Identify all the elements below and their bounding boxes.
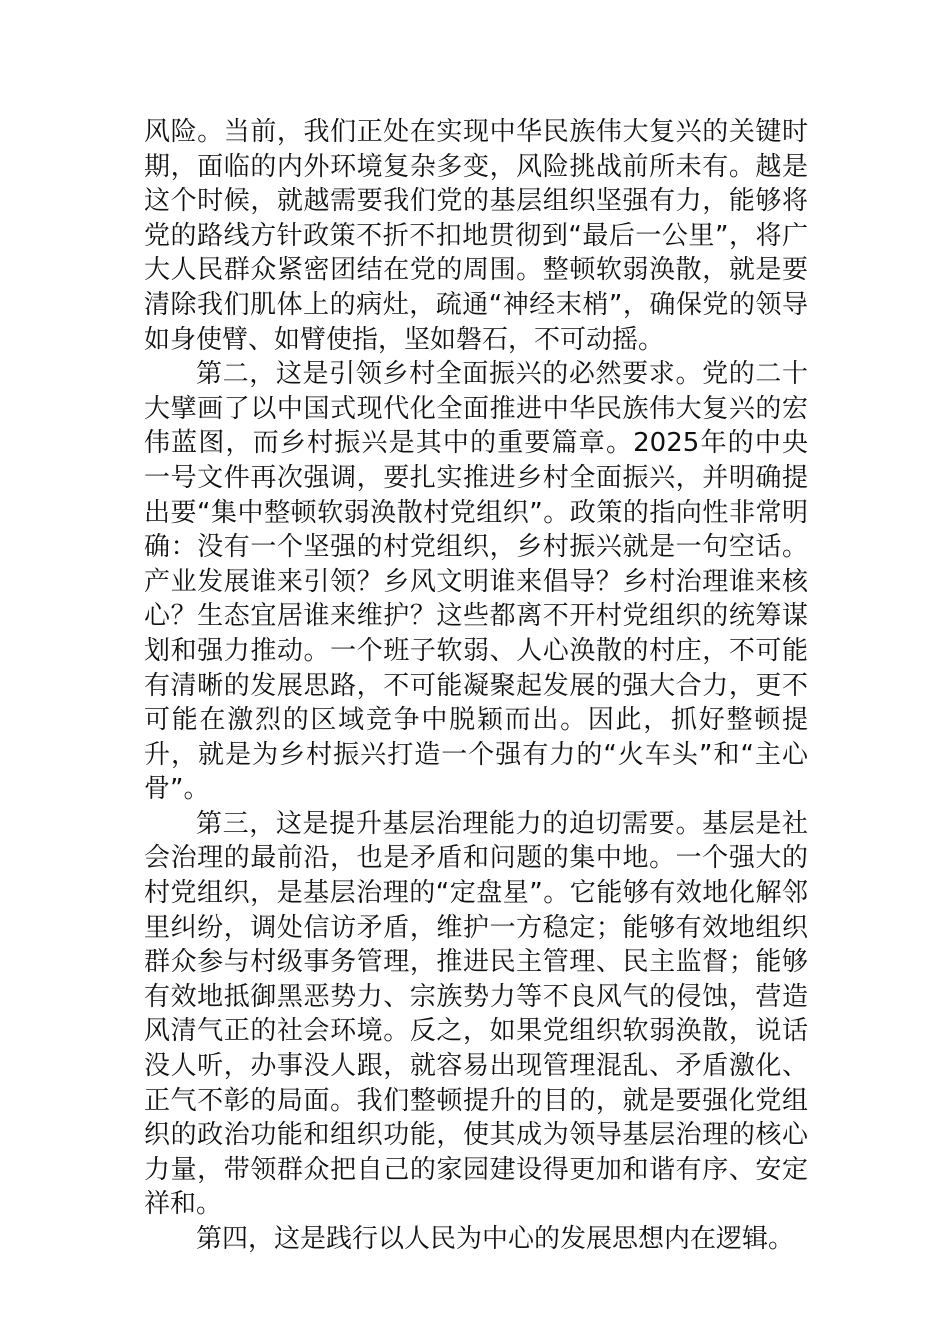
paragraph-second-rural-revitalization: 第二，这是引领乡村全面振兴的必然要求。党的二十大擘画了以中国式现代化全面推进中华民族伟大复兴的宏伟蓝图，而乡村振兴是其中的重要篇章。2025年的中央一号文件再次强调，要扎实推进乡村全面振兴，并明确提出要“集中整顿软弱涣散村党组织”。政策的指向性非常明确：没有一个坚强的村党组织，乡村振兴就是一句空话。产业发展谁来引领？乡风文明谁来倡导？乡村治理谁来核心？生态宜居谁来维护？这些都离不开村党组织的统筹谋划和强力推动。一个班子软弱、人心涣散的村庄，不可能有清晰的发展思路，不可能凝聚起发展的强大合力，更不可能在激烈的区域竞争中脱颖而出。因此，抓好整顿提升，就是为乡村振兴打造一个强有力的“火车头”和“主心骨”。 xyxy=(144,359,808,805)
paragraph-risk: 风险。当前，我们正处在实现中华民族伟大复兴的关键时期，面临的内外环境复杂多变，风险挑战前所未有。越是这个时候，就越需要我们党的基层组织坚强有力，能够将党的路线方针政策不折不扣地贯彻到“最后一公里”，将广大人民群众紧密团结在党的周围。整顿软弱涣散，就是要清除我们肌体上的病灶，疏通“神经末梢”，确保党的领导如身使臂、如臂使指，坚如磐石，不可动摇。 xyxy=(144,117,808,355)
paragraph-fourth-people-centered: 第四，这是践行以人民为中心的发展思想内在逻辑。 xyxy=(196,1224,795,1254)
paragraph-third-grassroots-governance: 第三，这是提升基层治理能力的迫切需要。基层是社会治理的最前沿，也是矛盾和问题的集中地。一个强大的村党组织，是基层治理的“定盘星”。它能够有效地化解邻里纠纷，调处信访矛盾，维护一方稳定；能够有效地组织群众参与村级事务管理，推进民主管理、民主监督；能够有效地抵御黑恶势力、宗族势力等不良风气的侵蚀，营造风清气正的社会环境。反之，如果党组织软弱涣散，说话没人听，办事没人跟，就容易出现管理混乱、矛盾激化、正气不彰的局面。我们整顿提升的目的，就是要强化党组织的政治功能和组织功能，使其成为领导基层治理的核心力量，带领群众把自己的家园建设得更加和谐有序、安定祥和。 xyxy=(144,808,808,1220)
body-text xyxy=(144,115,808,1257)
